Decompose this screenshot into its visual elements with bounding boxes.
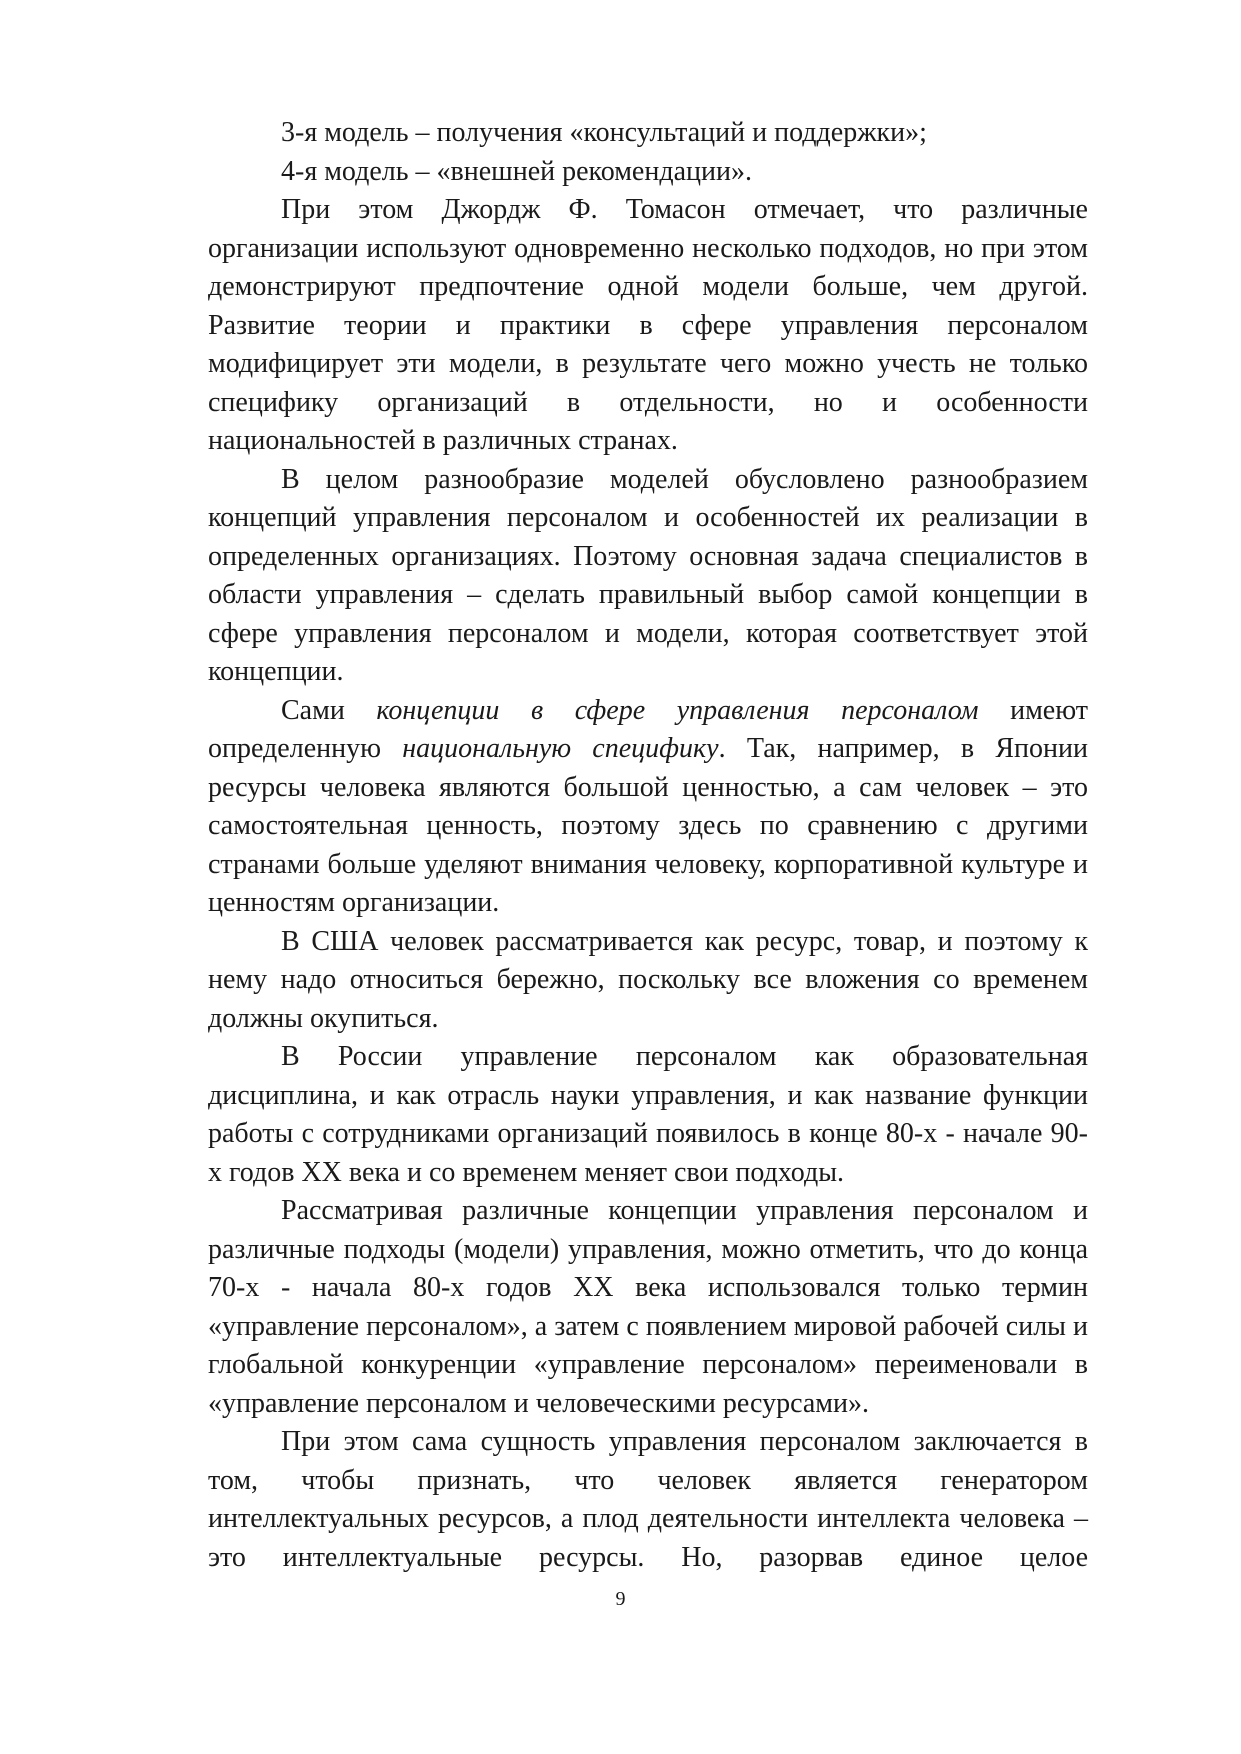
paragraph-russia: В России управление персоналом как образовательная дисциплина, и как отрасль науки управления, и как название функции работы с сотрудниками организаций появилось в конце 80-х - начале 90-х годов XX века и со временем меняет свои подходы. — [208, 1041, 1088, 1188]
paragraph-national-specifics — [208, 692, 1088, 923]
paragraph-thomason: При этом Джордж Ф. Томасон отмечает, что различные организации используют одновременно несколько подходов, но при этом демонстрируют предпочтение одной модели больше, чем другой. Развитие теории и практики в сфере управления персоналом модифицирует эти модели, в результате чего можно учесть не только специфику организаций в отдельности, но и особенности национальностей в различных странах. — [208, 194, 1088, 456]
paragraph-model-3: 3-я модель – получения «консультаций и поддержки»; — [281, 117, 927, 148]
italic-term: концепции в сфере управления персоналом — [376, 694, 979, 726]
paragraph-model-4: 4-я модель – «внешней рекомендации». — [281, 155, 752, 187]
text-run: Сами — [281, 694, 377, 726]
paragraph-essence: При этом сама сущность управления персоналом заключается в том, чтобы признать, что человек является генератором интеллектуальных ресурсов, а плод деятельности интеллекта человека – это интеллектуальные ресурсы. Но, разорвав единое целое — [208, 1426, 1088, 1573]
paragraph-usa: В США человек рассматривается как ресурс, товар, и поэтому к нему надо относиться бережно, поскольку все вложения со временем должны окупиться. — [208, 925, 1088, 1034]
text-run: . Так, например, в Японии ресурсы человека являются большой ценностью, а сам человек – это самостоятельная ценность, поэтому здесь по сравнению с другими странами больше уделяют внимания человеку, корпоративной культуре и ценностям организации. — [208, 733, 1088, 918]
page-number: 9 — [615, 1588, 626, 1610]
paragraph-diversity: В целом разнообразие моделей обусловлено разнообразием концепций управления персоналом и особенностей их реализации в определенных организациях. Поэтому основная задача специалистов в области управления – сделать правильный выбор самой концепции в сфере управления персоналом и модели, которая соответствует этой концепции. — [208, 463, 1088, 687]
italic-term: национальную специфику — [402, 733, 719, 764]
text-run: имеют определенную — [208, 694, 1088, 764]
body-text — [208, 114, 1088, 1577]
paragraph-concepts: Рассматривая различные концепции управления персоналом и различные подходы (модели) управления, можно отметить, что до конца 70-х - начала 80-х годов XX века использовался только термин «управление персоналом», а затем с появлением мировой рабочей силы и глобальной конкуренции «управление персоналом» переименовали в «управление персоналом и человеческими ресурсами». — [208, 1195, 1088, 1419]
